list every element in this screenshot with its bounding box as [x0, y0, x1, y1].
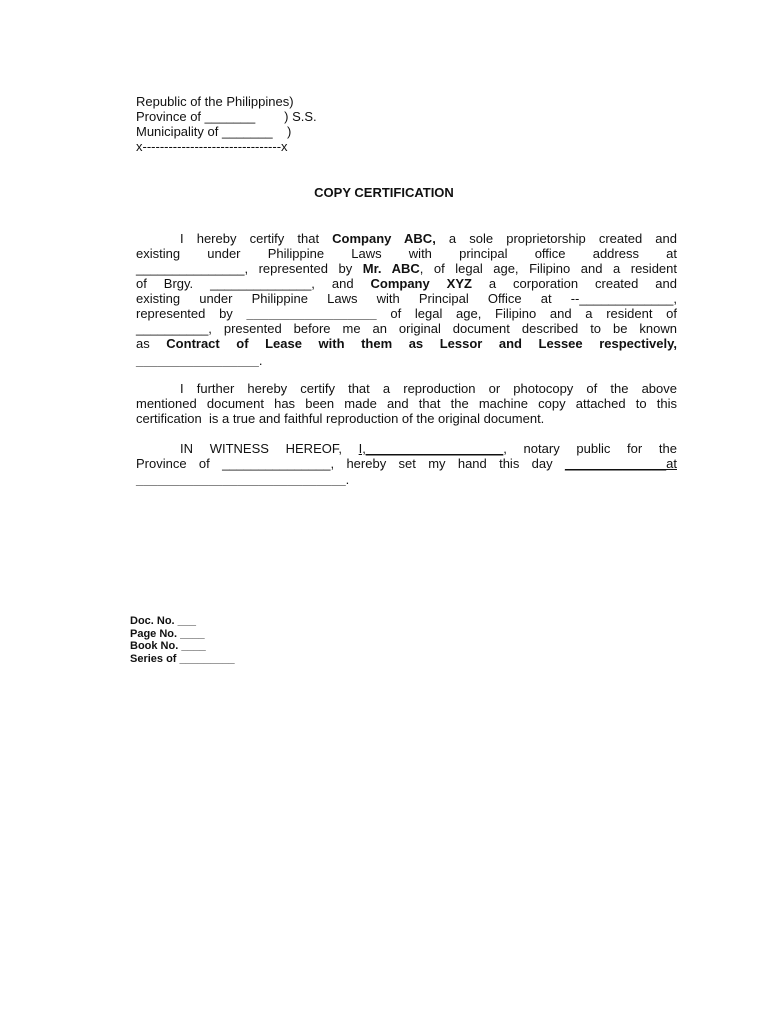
- text: of legal age, Filipino and a resident of: [376, 306, 677, 321]
- text: IN WITNESS HEREOF,: [180, 441, 359, 456]
- text: .: [345, 472, 350, 487]
- page-no: Page No. ____: [130, 628, 205, 640]
- para1-line: [136, 306, 677, 321]
- text: a sole proprietorship created and: [435, 231, 677, 246]
- text: .: [258, 353, 263, 368]
- para2-line: mentioned document has been made and that the machine copy attached to this: [136, 396, 677, 411]
- caption-divider: x--------------------------------x: [136, 139, 288, 154]
- text: a corporation created and: [471, 276, 677, 291]
- para3-line: [136, 472, 349, 487]
- text: Province of _______________, hereby set my hand this day: [136, 456, 565, 471]
- caption-province: Province of _______ ) S.S.: [136, 109, 317, 124]
- para1-line: [136, 353, 263, 368]
- text: of Brgy. ______________, and: [136, 276, 371, 291]
- mr-abc: Mr. ABC: [362, 261, 420, 276]
- document-title: COPY CERTIFICATION: [314, 185, 454, 200]
- series-of: Series of _________: [130, 653, 235, 665]
- text: , of legal age, Filipino and a resident: [419, 261, 678, 276]
- book-no: Book No. ____: [130, 640, 206, 652]
- text: I hereby certify that: [180, 231, 333, 246]
- place-blank: _____________________________: [136, 472, 346, 487]
- text: _______________, represented by: [136, 261, 363, 276]
- blank: __________________: [246, 306, 377, 321]
- caption-municipality: Municipality of _______ ): [136, 124, 292, 139]
- para1-line: [136, 336, 677, 351]
- para1-line: __________, presented before me an original document described to be known: [136, 321, 677, 336]
- para3-line: [180, 441, 677, 456]
- text: as: [136, 336, 167, 351]
- contract-of-lease: Contract of Lease with them as Lessor and Lessee respectively,: [166, 336, 678, 351]
- para3-line: [136, 456, 677, 471]
- company-abc: Company ABC,: [332, 231, 436, 246]
- para1-line: [136, 261, 677, 276]
- doc-no: Doc. No. ___: [130, 615, 197, 627]
- caption-republic: Republic of the Philippines): [136, 94, 294, 109]
- notary-name-blank: I,___________________: [358, 441, 504, 456]
- para2-line: I further hereby certify that a reproduction or photocopy of the above: [180, 381, 677, 396]
- day-blank: ______________at: [564, 456, 677, 471]
- company-xyz: Company XYZ: [370, 276, 472, 291]
- para1-line: [180, 231, 677, 246]
- text: , notary public for the: [503, 441, 677, 456]
- para2-line: certification is a true and faithful reproduction of the original document.: [136, 411, 545, 426]
- text: represented by: [136, 306, 247, 321]
- para1-line: [136, 276, 677, 291]
- para1-line: existing under Philippine Laws with principal office address at: [136, 246, 677, 261]
- para1-line: existing under Philippine Laws with Principal Office at --_____________,: [136, 291, 677, 306]
- blank: _________________: [136, 353, 259, 368]
